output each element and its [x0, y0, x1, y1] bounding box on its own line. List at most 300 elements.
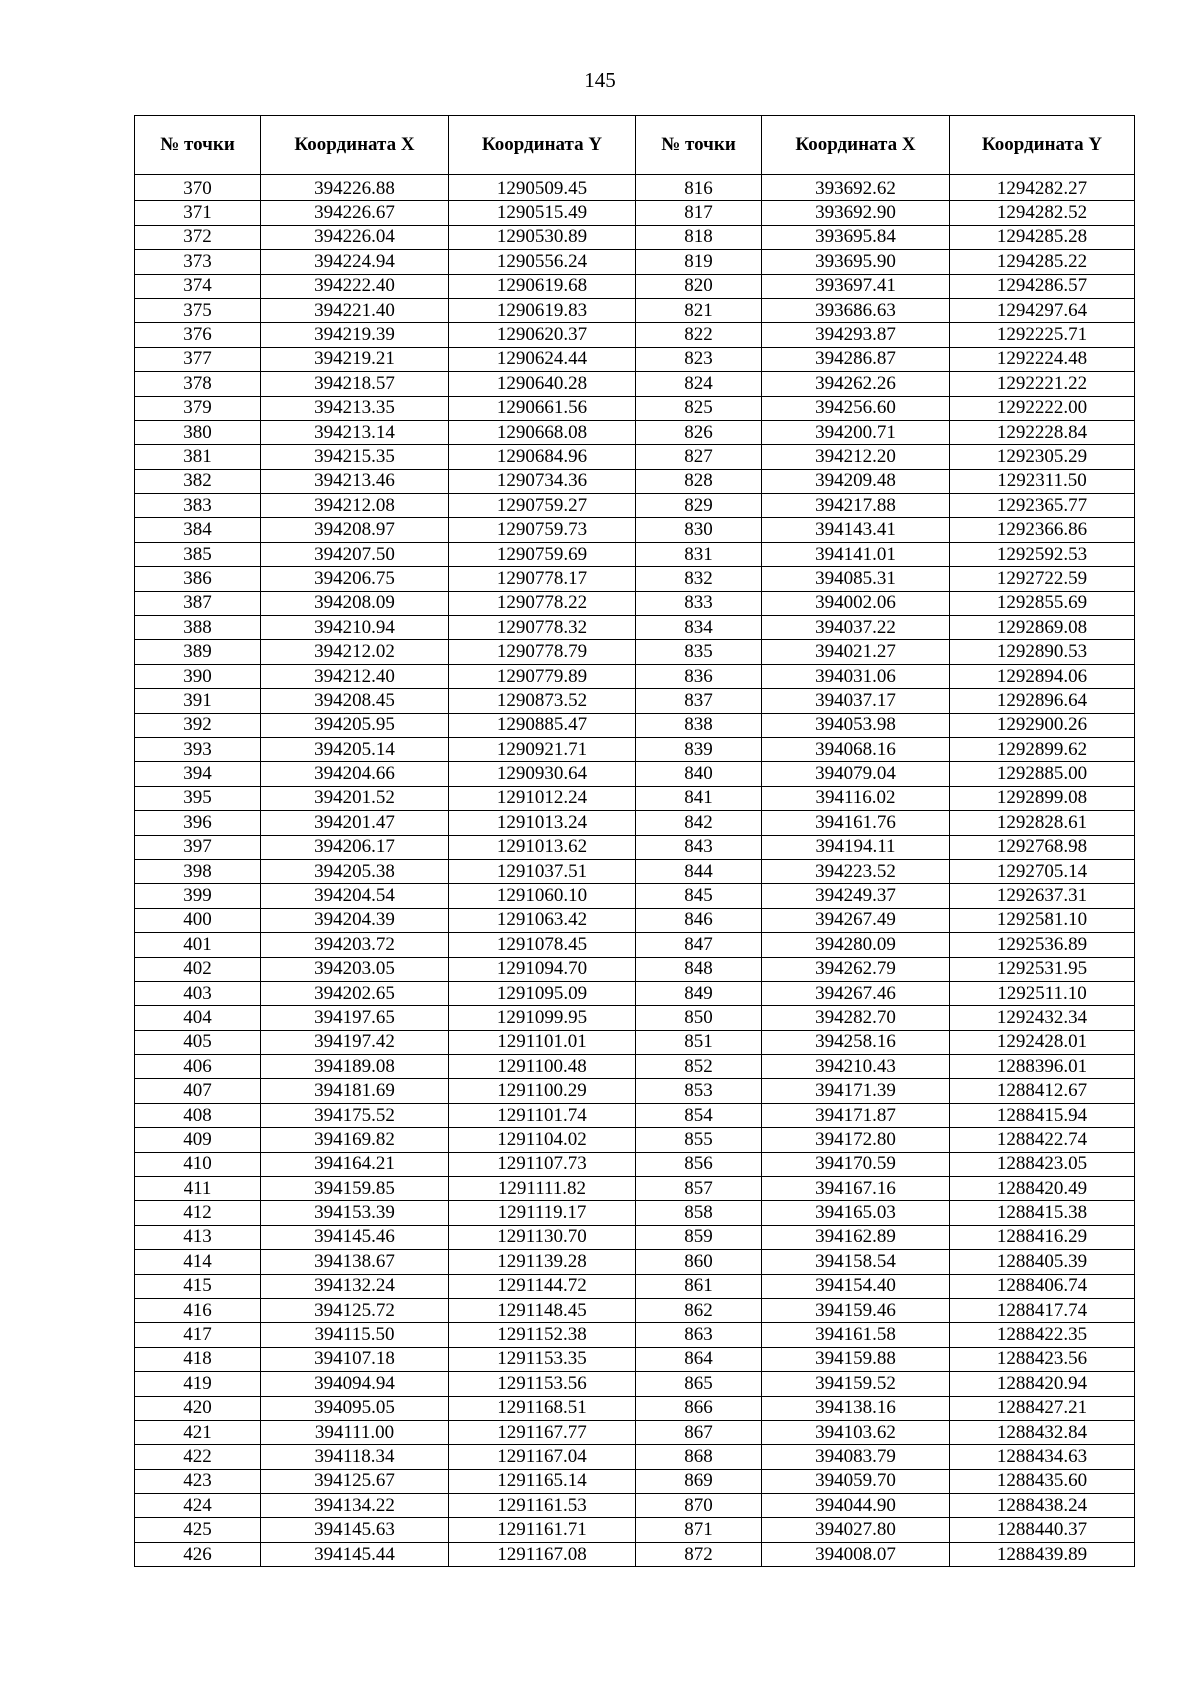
cell-coordinate-y: 1291148.45 — [449, 1298, 636, 1322]
cell-coordinate-x: 394094.94 — [261, 1372, 449, 1396]
cell-coordinate-y: 1290759.69 — [449, 542, 636, 566]
cell-coordinate-y-2: 1288432.84 — [950, 1420, 1135, 1444]
cell-coordinate-y-2: 1294285.22 — [950, 250, 1135, 274]
cell-coordinate-x-2: 394267.46 — [762, 981, 950, 1005]
table-row — [135, 518, 1135, 542]
cell-point-number-2: 849 — [636, 981, 762, 1005]
table-row — [135, 1128, 1135, 1152]
cell-point-number-2: 832 — [636, 567, 762, 591]
cell-coordinate-x-2: 394258.16 — [762, 1030, 950, 1054]
cell-point-number: 424 — [135, 1494, 261, 1518]
table-row — [135, 957, 1135, 981]
cell-coordinate-x-2: 394116.02 — [762, 786, 950, 810]
cell-coordinate-x: 394206.75 — [261, 567, 449, 591]
cell-point-number: 373 — [135, 250, 261, 274]
cell-coordinate-x: 394205.14 — [261, 737, 449, 761]
cell-point-number: 396 — [135, 811, 261, 835]
cell-coordinate-x: 394213.35 — [261, 396, 449, 420]
cell-coordinate-y: 1290873.52 — [449, 689, 636, 713]
cell-point-number-2: 828 — [636, 469, 762, 493]
cell-coordinate-y: 1290620.37 — [449, 323, 636, 347]
table-row — [135, 689, 1135, 713]
cell-point-number-2: 833 — [636, 591, 762, 615]
cell-point-number: 379 — [135, 396, 261, 420]
cell-coordinate-x: 394205.38 — [261, 859, 449, 883]
cell-coordinate-x-2: 394167.16 — [762, 1177, 950, 1201]
cell-coordinate-y: 1291078.45 — [449, 933, 636, 957]
cell-coordinate-x-2: 394161.76 — [762, 811, 950, 835]
cell-coordinate-y-2: 1292828.61 — [950, 811, 1135, 835]
cell-coordinate-y: 1291167.08 — [449, 1542, 636, 1566]
cell-coordinate-x-2: 394286.87 — [762, 347, 950, 371]
cell-coordinate-x: 394224.94 — [261, 250, 449, 274]
cell-coordinate-x-2: 394170.59 — [762, 1152, 950, 1176]
cell-coordinate-y: 1291167.77 — [449, 1420, 636, 1444]
cell-coordinate-y-2: 1292365.77 — [950, 494, 1135, 518]
table-row — [135, 274, 1135, 298]
cell-point-number-2: 852 — [636, 1055, 762, 1079]
cell-coordinate-x: 394221.40 — [261, 298, 449, 322]
cell-coordinate-y: 1291167.04 — [449, 1445, 636, 1469]
cell-coordinate-y-2: 1294282.27 — [950, 175, 1135, 201]
cell-point-number: 421 — [135, 1420, 261, 1444]
cell-point-number-2: 839 — [636, 737, 762, 761]
cell-coordinate-x: 394213.46 — [261, 469, 449, 493]
cell-point-number: 407 — [135, 1079, 261, 1103]
cell-point-number: 384 — [135, 518, 261, 542]
cell-point-number-2: 821 — [636, 298, 762, 322]
cell-coordinate-y-2: 1292511.10 — [950, 981, 1135, 1005]
table-row — [135, 811, 1135, 835]
cell-point-number: 374 — [135, 274, 261, 298]
table-row — [135, 372, 1135, 396]
cell-coordinate-y-2: 1294282.52 — [950, 201, 1135, 225]
table-row — [135, 859, 1135, 883]
cell-coordinate-y-2: 1292896.64 — [950, 689, 1135, 713]
cell-coordinate-x: 394212.40 — [261, 664, 449, 688]
cell-coordinate-x-2: 394159.52 — [762, 1372, 950, 1396]
cell-point-number-2: 862 — [636, 1298, 762, 1322]
table-row — [135, 1152, 1135, 1176]
cell-coordinate-x-2: 394212.20 — [762, 445, 950, 469]
table-row — [135, 1396, 1135, 1420]
cell-point-number: 392 — [135, 713, 261, 737]
cell-coordinate-x: 394189.08 — [261, 1055, 449, 1079]
cell-coordinate-y: 1291013.24 — [449, 811, 636, 835]
cell-coordinate-x: 394204.66 — [261, 762, 449, 786]
cell-coordinate-x: 394197.42 — [261, 1030, 449, 1054]
table-row — [135, 567, 1135, 591]
cell-coordinate-y-2: 1292366.86 — [950, 518, 1135, 542]
cell-point-number: 395 — [135, 786, 261, 810]
cell-coordinate-y: 1290684.96 — [449, 445, 636, 469]
cell-coordinate-x-2: 394210.43 — [762, 1055, 950, 1079]
cell-point-number: 406 — [135, 1055, 261, 1079]
cell-coordinate-x: 394145.44 — [261, 1542, 449, 1566]
table-row — [135, 1225, 1135, 1249]
table-row — [135, 981, 1135, 1005]
cell-coordinate-x: 394212.02 — [261, 640, 449, 664]
cell-point-number-2: 857 — [636, 1177, 762, 1201]
cell-point-number-2: 827 — [636, 445, 762, 469]
cell-coordinate-x-2: 394293.87 — [762, 323, 950, 347]
table-row — [135, 640, 1135, 664]
cell-coordinate-y: 1290778.79 — [449, 640, 636, 664]
cell-point-number: 397 — [135, 835, 261, 859]
cell-point-number-2: 854 — [636, 1103, 762, 1127]
cell-coordinate-y: 1291139.28 — [449, 1250, 636, 1274]
table-row — [135, 1055, 1135, 1079]
cell-coordinate-y: 1291012.24 — [449, 786, 636, 810]
cell-point-number-2: 823 — [636, 347, 762, 371]
cell-point-number-2: 850 — [636, 1006, 762, 1030]
cell-point-number-2: 846 — [636, 908, 762, 932]
cell-coordinate-x: 394213.14 — [261, 420, 449, 444]
cell-coordinate-x: 394226.04 — [261, 225, 449, 249]
cell-coordinate-y-2: 1292592.53 — [950, 542, 1135, 566]
cell-coordinate-y: 1291095.09 — [449, 981, 636, 1005]
cell-coordinate-x-2: 394143.41 — [762, 518, 950, 542]
cell-coordinate-x: 394210.94 — [261, 616, 449, 640]
cell-coordinate-x-2: 394002.06 — [762, 591, 950, 615]
cell-coordinate-y-2: 1288417.74 — [950, 1298, 1135, 1322]
cell-coordinate-x-2: 394085.31 — [762, 567, 950, 591]
cell-coordinate-x-2: 394172.80 — [762, 1128, 950, 1152]
table-row — [135, 494, 1135, 518]
table-body — [135, 175, 1135, 1567]
cell-coordinate-x: 394201.47 — [261, 811, 449, 835]
header-point-number: № точки — [135, 116, 261, 175]
cell-coordinate-x: 394226.88 — [261, 175, 449, 201]
cell-coordinate-x: 394107.18 — [261, 1347, 449, 1371]
cell-coordinate-y-2: 1292637.31 — [950, 884, 1135, 908]
cell-coordinate-x: 394118.34 — [261, 1445, 449, 1469]
cell-coordinate-x-2: 394209.48 — [762, 469, 950, 493]
cell-coordinate-x-2: 393695.84 — [762, 225, 950, 249]
table-row — [135, 1103, 1135, 1127]
cell-point-number: 393 — [135, 737, 261, 761]
cell-point-number-2: 835 — [636, 640, 762, 664]
cell-point-number-2: 848 — [636, 957, 762, 981]
cell-coordinate-y: 1291094.70 — [449, 957, 636, 981]
cell-coordinate-x: 394202.65 — [261, 981, 449, 1005]
cell-point-number: 399 — [135, 884, 261, 908]
cell-coordinate-x: 394125.72 — [261, 1298, 449, 1322]
table-row — [135, 1323, 1135, 1347]
cell-point-number-2: 819 — [636, 250, 762, 274]
table-row — [135, 420, 1135, 444]
cell-coordinate-y-2: 1292890.53 — [950, 640, 1135, 664]
cell-coordinate-x-2: 394031.06 — [762, 664, 950, 688]
cell-coordinate-x: 394138.67 — [261, 1250, 449, 1274]
cell-point-number: 370 — [135, 175, 261, 201]
cell-point-number: 422 — [135, 1445, 261, 1469]
cell-coordinate-x: 394159.85 — [261, 1177, 449, 1201]
table-row — [135, 1079, 1135, 1103]
table-row — [135, 445, 1135, 469]
cell-coordinate-y: 1290930.64 — [449, 762, 636, 786]
cell-coordinate-y-2: 1292221.22 — [950, 372, 1135, 396]
cell-coordinate-x-2: 394021.27 — [762, 640, 950, 664]
cell-coordinate-x-2: 394154.40 — [762, 1274, 950, 1298]
page-number: 145 — [584, 68, 616, 92]
cell-point-number: 381 — [135, 445, 261, 469]
cell-point-number: 389 — [135, 640, 261, 664]
table-row — [135, 323, 1135, 347]
cell-coordinate-y-2: 1288435.60 — [950, 1469, 1135, 1493]
cell-point-number-2: 870 — [636, 1494, 762, 1518]
table-row — [135, 1469, 1135, 1493]
cell-coordinate-x-2: 394262.79 — [762, 957, 950, 981]
cell-coordinate-x: 394169.82 — [261, 1128, 449, 1152]
cell-coordinate-y-2: 1288420.49 — [950, 1177, 1135, 1201]
cell-point-number: 414 — [135, 1250, 261, 1274]
cell-coordinate-y: 1290759.27 — [449, 494, 636, 518]
table-row — [135, 1347, 1135, 1371]
cell-coordinate-x-2: 393692.62 — [762, 175, 950, 201]
cell-coordinate-y-2: 1288422.74 — [950, 1128, 1135, 1152]
cell-coordinate-y-2: 1288415.94 — [950, 1103, 1135, 1127]
cell-coordinate-y-2: 1288420.94 — [950, 1372, 1135, 1396]
cell-coordinate-y: 1290619.68 — [449, 274, 636, 298]
cell-coordinate-y: 1290619.83 — [449, 298, 636, 322]
table-row — [135, 1298, 1135, 1322]
table-row — [135, 835, 1135, 859]
cell-point-number-2: 818 — [636, 225, 762, 249]
cell-point-number-2: 855 — [636, 1128, 762, 1152]
cell-coordinate-y-2: 1288422.35 — [950, 1323, 1135, 1347]
table-row — [135, 175, 1135, 201]
cell-coordinate-x: 394208.45 — [261, 689, 449, 713]
cell-coordinate-y-2: 1292311.50 — [950, 469, 1135, 493]
cell-coordinate-x-2: 394194.11 — [762, 835, 950, 859]
cell-coordinate-y: 1291107.73 — [449, 1152, 636, 1176]
cell-point-number: 413 — [135, 1225, 261, 1249]
table-row — [135, 1494, 1135, 1518]
table-row — [135, 786, 1135, 810]
cell-coordinate-x-2: 394217.88 — [762, 494, 950, 518]
table-row — [135, 1518, 1135, 1542]
cell-coordinate-x-2: 394256.60 — [762, 396, 950, 420]
cell-coordinate-y: 1291165.14 — [449, 1469, 636, 1493]
cell-point-number: 419 — [135, 1372, 261, 1396]
cell-coordinate-x: 394125.67 — [261, 1469, 449, 1493]
cell-point-number-2: 838 — [636, 713, 762, 737]
cell-coordinate-y: 1291100.29 — [449, 1079, 636, 1103]
cell-coordinate-y-2: 1292432.34 — [950, 1006, 1135, 1030]
cell-point-number-2: 830 — [636, 518, 762, 542]
cell-coordinate-x: 394212.08 — [261, 494, 449, 518]
coordinates-table — [134, 115, 1135, 1567]
cell-point-number: 387 — [135, 591, 261, 615]
cell-coordinate-x: 394132.24 — [261, 1274, 449, 1298]
cell-coordinate-x: 394219.39 — [261, 323, 449, 347]
cell-point-number-2: 858 — [636, 1201, 762, 1225]
cell-coordinate-x-2: 393692.90 — [762, 201, 950, 225]
cell-point-number-2: 836 — [636, 664, 762, 688]
cell-point-number: 403 — [135, 981, 261, 1005]
table-row — [135, 933, 1135, 957]
cell-coordinate-y-2: 1288405.39 — [950, 1250, 1135, 1274]
cell-coordinate-x-2: 394200.71 — [762, 420, 950, 444]
cell-point-number: 390 — [135, 664, 261, 688]
cell-coordinate-y: 1290885.47 — [449, 713, 636, 737]
cell-coordinate-x: 394215.35 — [261, 445, 449, 469]
table-row — [135, 250, 1135, 274]
cell-point-number: 409 — [135, 1128, 261, 1152]
table-row — [135, 908, 1135, 932]
cell-point-number: 418 — [135, 1347, 261, 1371]
cell-point-number: 404 — [135, 1006, 261, 1030]
table-row — [135, 1420, 1135, 1444]
cell-point-number: 415 — [135, 1274, 261, 1298]
cell-coordinate-x: 394219.21 — [261, 347, 449, 371]
cell-coordinate-x-2: 394159.88 — [762, 1347, 950, 1371]
cell-point-number: 380 — [135, 420, 261, 444]
cell-coordinate-y: 1291119.17 — [449, 1201, 636, 1225]
cell-coordinate-y: 1291013.62 — [449, 835, 636, 859]
cell-coordinate-x: 394203.72 — [261, 933, 449, 957]
cell-point-number-2: 837 — [636, 689, 762, 713]
cell-point-number: 371 — [135, 201, 261, 225]
cell-coordinate-x-2: 394158.54 — [762, 1250, 950, 1274]
cell-point-number: 377 — [135, 347, 261, 371]
cell-point-number-2: 829 — [636, 494, 762, 518]
table-row — [135, 1201, 1135, 1225]
cell-coordinate-y-2: 1292722.59 — [950, 567, 1135, 591]
cell-coordinate-y-2: 1292869.08 — [950, 616, 1135, 640]
cell-coordinate-x-2: 394027.80 — [762, 1518, 950, 1542]
table-row — [135, 1372, 1135, 1396]
cell-coordinate-y: 1291101.74 — [449, 1103, 636, 1127]
cell-coordinate-x-2: 394138.16 — [762, 1396, 950, 1420]
header-coordinate-y-2: Координата Y — [950, 116, 1135, 175]
cell-coordinate-x-2: 394053.98 — [762, 713, 950, 737]
cell-point-number: 388 — [135, 616, 261, 640]
cell-coordinate-y-2: 1292768.98 — [950, 835, 1135, 859]
cell-point-number-2: 841 — [636, 786, 762, 810]
cell-point-number-2: 831 — [636, 542, 762, 566]
cell-point-number-2: 845 — [636, 884, 762, 908]
cell-coordinate-x-2: 394068.16 — [762, 737, 950, 761]
cell-coordinate-y: 1291060.10 — [449, 884, 636, 908]
cell-point-number-2: 842 — [636, 811, 762, 835]
cell-coordinate-y-2: 1292428.01 — [950, 1030, 1135, 1054]
cell-coordinate-y-2: 1292305.29 — [950, 445, 1135, 469]
cell-coordinate-y-2: 1294285.28 — [950, 225, 1135, 249]
cell-coordinate-y-2: 1292705.14 — [950, 859, 1135, 883]
cell-coordinate-y-2: 1292581.10 — [950, 908, 1135, 932]
cell-point-number-2: 869 — [636, 1469, 762, 1493]
table-row — [135, 1030, 1135, 1054]
cell-point-number-2: 844 — [636, 859, 762, 883]
cell-coordinate-y-2: 1288406.74 — [950, 1274, 1135, 1298]
cell-point-number-2: 825 — [636, 396, 762, 420]
cell-coordinate-x-2: 394162.89 — [762, 1225, 950, 1249]
cell-coordinate-x: 394134.22 — [261, 1494, 449, 1518]
cell-point-number-2: 834 — [636, 616, 762, 640]
cell-coordinate-y: 1291144.72 — [449, 1274, 636, 1298]
cell-coordinate-x: 394205.95 — [261, 713, 449, 737]
cell-coordinate-y-2: 1292225.71 — [950, 323, 1135, 347]
cell-point-number-2: 853 — [636, 1079, 762, 1103]
cell-coordinate-y-2: 1288439.89 — [950, 1542, 1135, 1566]
cell-coordinate-x: 394145.63 — [261, 1518, 449, 1542]
cell-point-number: 426 — [135, 1542, 261, 1566]
cell-coordinate-y-2: 1292894.06 — [950, 664, 1135, 688]
cell-coordinate-x: 394226.67 — [261, 201, 449, 225]
cell-coordinate-x-2: 394159.46 — [762, 1298, 950, 1322]
cell-point-number: 402 — [135, 957, 261, 981]
cell-coordinate-y: 1290668.08 — [449, 420, 636, 444]
table-row — [135, 298, 1135, 322]
cell-coordinate-y-2: 1288416.29 — [950, 1225, 1135, 1249]
cell-coordinate-y: 1291099.95 — [449, 1006, 636, 1030]
cell-point-number: 417 — [135, 1323, 261, 1347]
table-row — [135, 1274, 1135, 1298]
cell-point-number: 416 — [135, 1298, 261, 1322]
cell-point-number-2: 847 — [636, 933, 762, 957]
cell-coordinate-x: 394204.39 — [261, 908, 449, 932]
cell-coordinate-x-2: 394103.62 — [762, 1420, 950, 1444]
cell-point-number-2: 864 — [636, 1347, 762, 1371]
cell-coordinate-y-2: 1292228.84 — [950, 420, 1135, 444]
cell-coordinate-y: 1290778.32 — [449, 616, 636, 640]
cell-coordinate-y: 1291130.70 — [449, 1225, 636, 1249]
cell-coordinate-x: 394197.65 — [261, 1006, 449, 1030]
cell-coordinate-x-2: 393695.90 — [762, 250, 950, 274]
cell-point-number: 372 — [135, 225, 261, 249]
cell-coordinate-y: 1290779.89 — [449, 664, 636, 688]
cell-point-number: 420 — [135, 1396, 261, 1420]
cell-coordinate-y-2: 1288423.05 — [950, 1152, 1135, 1176]
cell-coordinate-y-2: 1288423.56 — [950, 1347, 1135, 1371]
cell-coordinate-y-2: 1292899.62 — [950, 737, 1135, 761]
cell-coordinate-x-2: 394037.17 — [762, 689, 950, 713]
cell-coordinate-x-2: 394262.26 — [762, 372, 950, 396]
cell-coordinate-y-2: 1292531.95 — [950, 957, 1135, 981]
cell-coordinate-y: 1291111.82 — [449, 1177, 636, 1201]
cell-point-number: 394 — [135, 762, 261, 786]
cell-coordinate-y: 1290921.71 — [449, 737, 636, 761]
cell-coordinate-y: 1290624.44 — [449, 347, 636, 371]
cell-coordinate-y-2: 1294297.64 — [950, 298, 1135, 322]
cell-coordinate-y-2: 1292224.48 — [950, 347, 1135, 371]
cell-coordinate-x: 394153.39 — [261, 1201, 449, 1225]
cell-coordinate-x-2: 394008.07 — [762, 1542, 950, 1566]
cell-coordinate-y: 1290509.45 — [449, 175, 636, 201]
cell-coordinate-x-2: 394280.09 — [762, 933, 950, 957]
cell-coordinate-x: 394208.09 — [261, 591, 449, 615]
table-row — [135, 1250, 1135, 1274]
cell-point-number: 386 — [135, 567, 261, 591]
cell-point-number-2: 820 — [636, 274, 762, 298]
cell-coordinate-y-2: 1288427.21 — [950, 1396, 1135, 1420]
cell-coordinate-y: 1290661.56 — [449, 396, 636, 420]
cell-coordinate-x-2: 394059.70 — [762, 1469, 950, 1493]
cell-point-number: 382 — [135, 469, 261, 493]
table-row — [135, 737, 1135, 761]
cell-coordinate-x-2: 394037.22 — [762, 616, 950, 640]
table-row — [135, 396, 1135, 420]
cell-coordinate-y: 1290778.17 — [449, 567, 636, 591]
cell-point-number: 401 — [135, 933, 261, 957]
cell-coordinate-x: 394164.21 — [261, 1152, 449, 1176]
cell-point-number: 411 — [135, 1177, 261, 1201]
cell-coordinate-y: 1290556.24 — [449, 250, 636, 274]
cell-coordinate-y: 1291153.56 — [449, 1372, 636, 1396]
cell-coordinate-y: 1291101.01 — [449, 1030, 636, 1054]
